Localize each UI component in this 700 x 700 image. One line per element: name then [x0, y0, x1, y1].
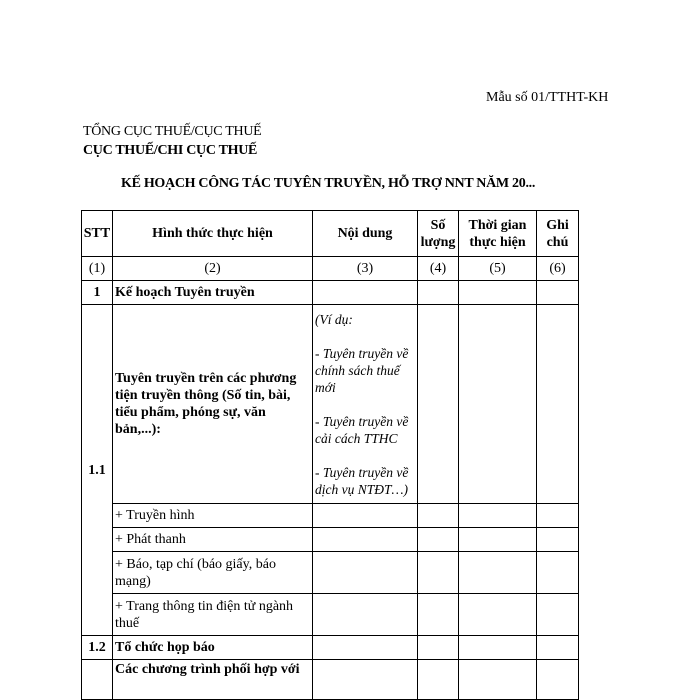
row-1-3: [82, 660, 579, 700]
empty-cell: [459, 281, 537, 305]
sub-item-label: + Truyền hình: [113, 504, 313, 528]
empty-cell: [537, 594, 579, 636]
empty-cell: [537, 660, 579, 700]
sub-item-label: + Báo, tạp chí (báo giấy, báo mạng): [113, 552, 313, 594]
empty-cell: [313, 636, 418, 660]
empty-cell: [418, 281, 459, 305]
row-1-2: [82, 636, 579, 660]
content-line: - Tuyên truyền về cải cách TTHC: [315, 413, 409, 446]
empty-cell: [418, 504, 459, 528]
empty-cell: [313, 594, 418, 636]
document-title: KẾ HOẠCH CÔNG TÁC TUYÊN TRUYỀN, HỖ TRỢ NNT NĂM 20...: [121, 176, 536, 191]
header-quantity: Số lượng: [418, 211, 459, 257]
row-stt: 1.1: [82, 305, 113, 636]
row-content-examples: [313, 305, 418, 504]
empty-cell: [459, 636, 537, 660]
content-line: - Tuyên truyền về chính sách thuế mới: [315, 345, 409, 395]
empty-cell: [459, 552, 537, 594]
empty-cell: [313, 528, 418, 552]
col-number: (3): [313, 257, 418, 281]
empty-cell: [418, 660, 459, 700]
header-note: Ghi chú: [537, 211, 579, 257]
org-line-1: TỔNG CỤC THUẾ/CỤC THUẾ: [83, 124, 262, 139]
form-code: Mẫu số 01/TTHT-KH: [486, 90, 609, 105]
empty-cell: [418, 528, 459, 552]
empty-cell: [459, 305, 537, 504]
sub-item-row: [82, 528, 579, 552]
section-row: [82, 281, 579, 305]
empty-cell: [537, 281, 579, 305]
col-number: (1): [82, 257, 113, 281]
empty-cell: [418, 305, 459, 504]
header-content: Nội dung: [313, 211, 418, 257]
col-number: (2): [113, 257, 313, 281]
row-label: Tổ chức họp báo: [113, 636, 313, 660]
empty-cell: [537, 636, 579, 660]
empty-cell: [418, 594, 459, 636]
row-stt: [82, 660, 113, 700]
empty-cell: [537, 552, 579, 594]
empty-cell: [459, 528, 537, 552]
plan-table: [81, 210, 579, 700]
column-number-row: [82, 257, 579, 281]
empty-cell: [313, 281, 418, 305]
empty-cell: [459, 660, 537, 700]
content-line: - Tuyên truyền về dịch vụ NTĐT…): [315, 464, 409, 497]
sub-item-row: [82, 552, 579, 594]
header-time: Thời gian thực hiện: [459, 211, 537, 257]
col-number: (5): [459, 257, 537, 281]
sub-item-label: + Phát thanh: [113, 528, 313, 552]
content-line: (Ví dụ:: [315, 311, 353, 327]
header-row: [82, 211, 579, 257]
row-stt: 1.2: [82, 636, 113, 660]
row-label: Tuyên truyền trên các phương tiện truyền thông (Số tin, bài, tiểu phẩm, phóng sự, văn bản,...):: [113, 305, 313, 504]
empty-cell: [537, 528, 579, 552]
sub-item-label: + Trang thông tin điện tử ngành thuế: [113, 594, 313, 636]
empty-cell: [459, 594, 537, 636]
sub-item-row: [82, 594, 579, 636]
empty-cell: [537, 504, 579, 528]
row-label: Các chương trình phối hợp với: [113, 660, 313, 700]
section-stt: 1: [82, 281, 113, 305]
col-number: (6): [537, 257, 579, 281]
row-1-1: [82, 305, 579, 504]
header-method: Hình thức thực hiện: [113, 211, 313, 257]
sub-item-row: [82, 504, 579, 528]
org-line-2: CỤC THUẾ/CHI CỤC THUẾ: [83, 143, 258, 158]
empty-cell: [313, 660, 418, 700]
empty-cell: [313, 504, 418, 528]
empty-cell: [537, 305, 579, 504]
empty-cell: [418, 552, 459, 594]
empty-cell: [459, 504, 537, 528]
col-number: (4): [418, 257, 459, 281]
section-label: Kế hoạch Tuyên truyền: [113, 281, 313, 305]
header-stt: STT: [82, 211, 113, 257]
empty-cell: [313, 552, 418, 594]
empty-cell: [418, 636, 459, 660]
